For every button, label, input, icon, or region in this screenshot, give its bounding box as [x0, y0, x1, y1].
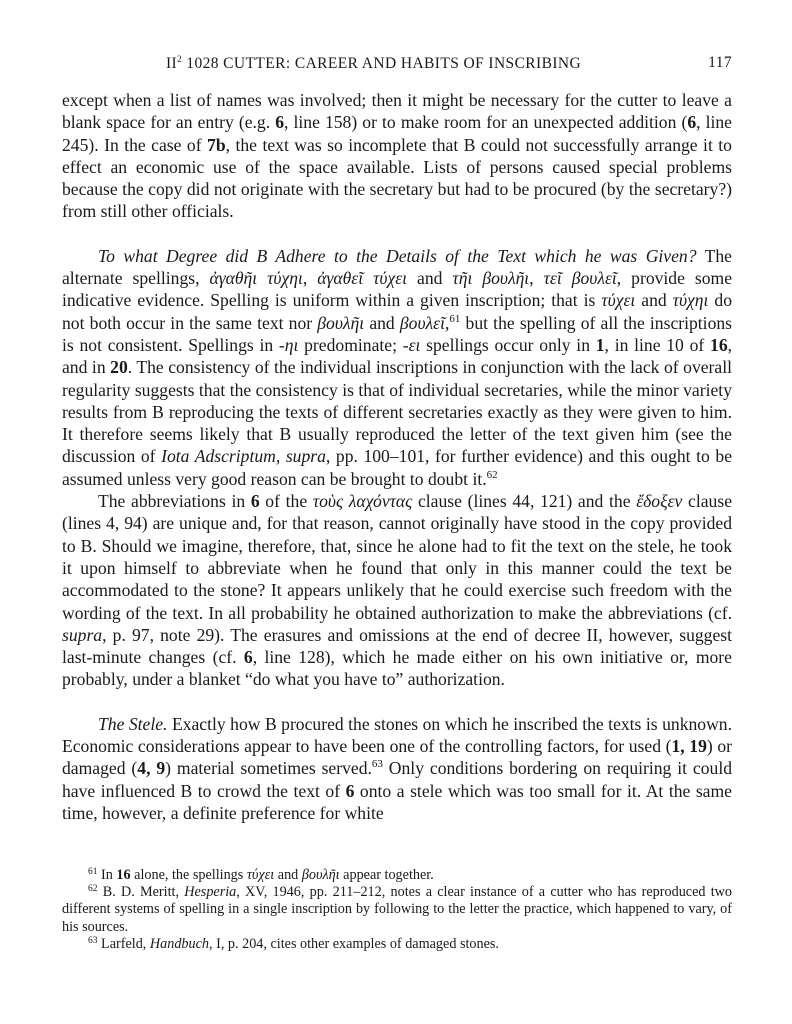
page-number: 117: [708, 54, 732, 71]
paragraph-spelling: To what Degree did B Adhere to the Details of the Text which he was Given? The alternate spellings, ἀγαθῆι τύχηι, ἀγαθεῖ τύχει and τῆι βουλῆι, τεῖ βουλεῖ, provide some indicative evidence. Spelling is uniform within a given inscription; that is τύχει and τύχηι do not both occur in the same text nor βουλῆι and βουλεῖ,$^{61}$ but the spelling of all the inscriptions is not consistent. Spellings in -ηι predominate; -ει spellings occur only in 1, in line 10 of 16, and in 20. The consistency of the individual inscriptions in conjunction with the lack of overall regularity suggests that the consistency is that of individual secretaries, while the minor variety results from B reproducing the texts of different secretaries exactly as they were given to him. It therefore seems likely that B usually reproduced the letter of the text given him (see the discussion of Iota Adscriptum, supra, pp. 100–101, for further evidence) and this ought to be assumed unless very good reason can be brought to doubt it.$^{62}$: [62, 245, 733, 489]
footnote-62: $^{62}$ B. D. Meritt, Hesperia, XV, 1946, pp. 211–212, notes a clear instance of a cutter who has reproduced two different systems of spelling in a single inscription by following to the letter the practice, which happened to vary, of his sources.: [62, 884, 732, 935]
footnote-63: $^{63}$ Larfeld, Handbuch, I, p. 204, cites other examples of damaged stones.: [88, 935, 499, 952]
paragraph-stele: The Stele. Exactly how B procured the stones on which he inscribed the texts is unknown. Economic considerations appear to have been one of the controlling factors, for used (1, 19) or damaged (4, 9) material sometimes served.$^{63}$ Only conditions bordering on requiring it could have influenced B to crowd the text of 6 onto a stele which was too small for it. At the same time, however, a definite preference for white: [62, 713, 732, 823]
paragraph-abbreviations: The abbreviations in 6 of the τοὺς λαχόντας clause (lines 44, 121) and the ἔδοξεν clause (lines 4, 94) are unique and, for that reason, cannot originally have stood in the copy provided to B. Should we imagine, therefore, that, since he alone had to fit the text on the stele, he took it upon himself to abbreviate when he found that only in this manner could the text be accommodated to the stone? It appears unlikely that he could exercise such freedom with the wording of the text. In all probability he obtained authorization to make the abbreviations (cf. supra, p. 97, note 29). The erasures and omissions at the end of decree II, however, suggest last-minute changes (cf. 6, line 128), which he made either on his own initiative or, more probably, under a blanket “do what you have to” authorization.: [62, 491, 733, 690]
footnote-61: $^{61}$ In 16 alone, the spellings τύχει and βουλῆι appear together.: [88, 867, 434, 883]
section-heading-stele: The Stele.: [98, 713, 168, 734]
paragraph-continuation: except when a list of names was involved; then it might be necessary for the cutter to leave a blank space for an entry (e.g. 6, line 158) or to make room for an unexpected addition (6, line 245). In the case of 7b, the text was so incomplete that B could not successfully arrange it to effect an economic use of the space available. Lists of persons caused special problems because the copy did not originate with the secretary but had to be procured (by the secretary?) from still other officials.: [62, 90, 732, 222]
running-head: [62, 54, 732, 76]
footnote-ref-61[interactable]: 61: [449, 312, 461, 325]
footnote-ref-62[interactable]: 62: [486, 468, 498, 481]
footnotes: [62, 867, 732, 953]
body-text: [62, 89, 732, 824]
running-title: $II^2$ 1028 CUTTER: CAREER AND HABITS OF INSCRIBING: [166, 54, 582, 72]
section-heading-adherence: To what Degree did B Adhere to the Details of the Text which he was Given?: [98, 245, 697, 266]
footnote-ref-63[interactable]: 63: [371, 758, 383, 771]
